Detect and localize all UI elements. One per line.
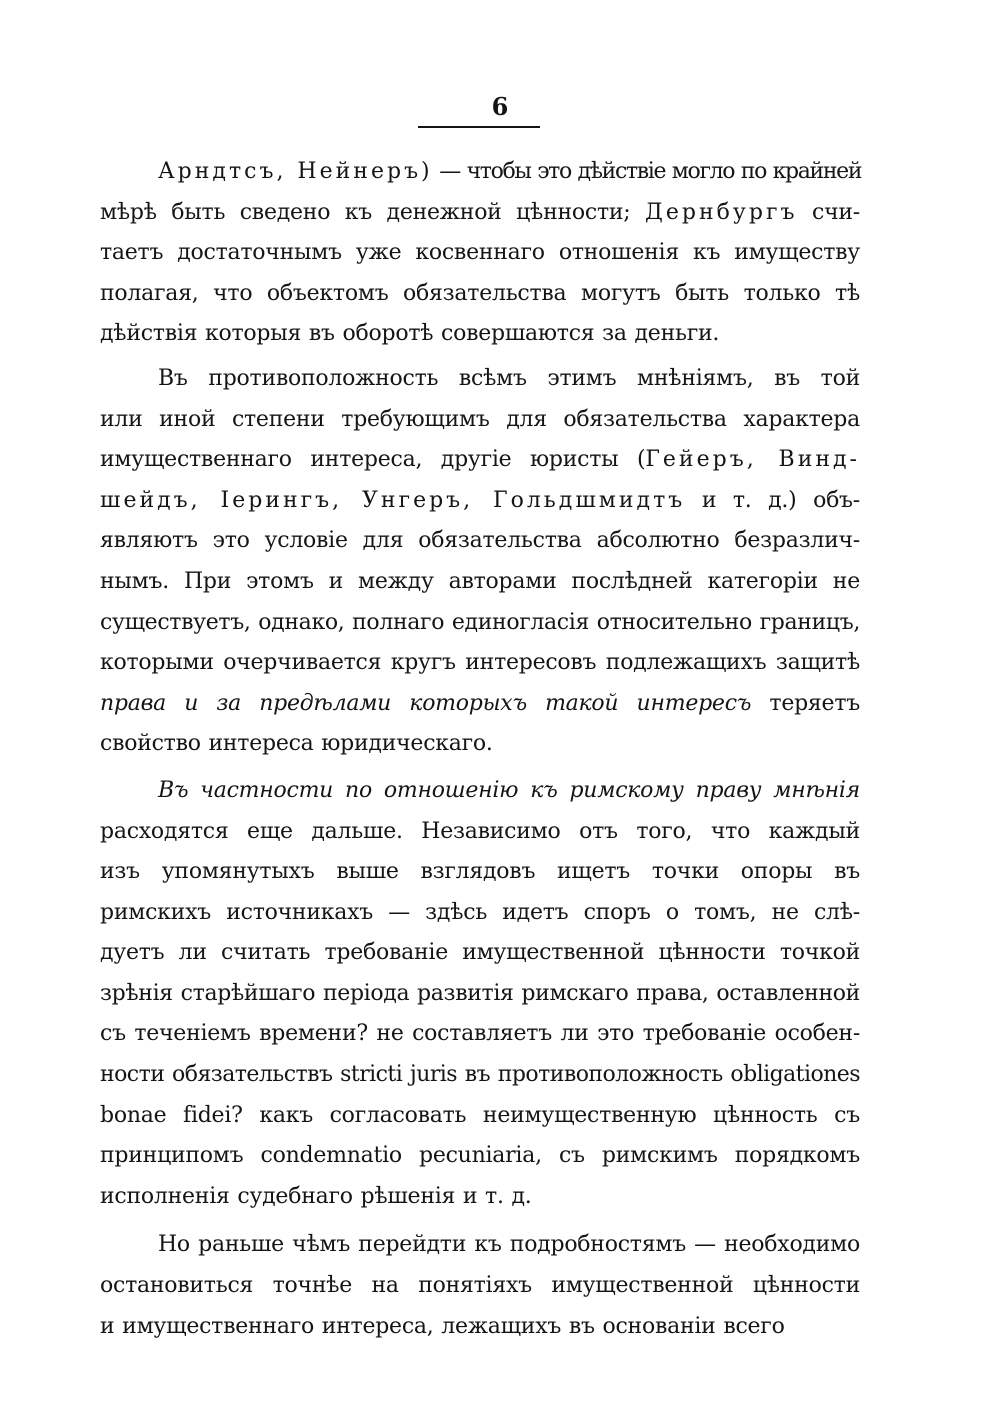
text-run: теряетъ [751,690,860,716]
text-line [100,440,860,481]
text-line [100,724,860,765]
text-line [100,893,860,934]
text-run: bonae fidei? какъ согласовать неимущественную цѣнность съ [100,1102,860,1128]
text-line [100,314,860,355]
spaced-name: Арндтсъ, Нейнеръ) [158,159,433,184]
paragraph [100,771,860,1218]
text-run: Въ противоположность всѣмъ этимъ мнѣніямъ, въ той [158,365,860,391]
text-run: — чтобы это дѣйствіе могло по крайней [432,159,862,184]
text-line [100,1177,860,1218]
text-run: Но раньше чѣмъ перейдти къ подробностямъ — необходимо [158,1232,860,1258]
text-line [100,812,860,853]
text-line [100,1136,860,1177]
text-line [100,852,860,893]
text-line [100,274,860,315]
text-run: римскихъ источникахъ — здѣсь идетъ споръ о томъ, не слѣ- [100,899,860,925]
text-line [100,521,860,562]
text-line [100,1096,860,1137]
text-line [100,400,860,441]
text-line [100,643,860,684]
spaced-name: Дернбургъ [645,199,798,225]
italic-phrase: права и за предѣлами которыхъ такой интересъ [100,690,752,716]
text-run: ности обязательствъ stricti juris въ противоположность obligationes [100,1062,860,1088]
text-run: принципомъ condemnatio pecuniaria, съ римскимъ порядкомъ [100,1143,860,1169]
text-run: зрѣнія старѣйшаго періода развитія римскаго права, оставленной [100,980,860,1006]
text-run: расходятся еще дальше. Независимо отъ того, что каждый [100,818,860,844]
text-run: исполненія судебнаго рѣшенія и т. д. [100,1183,532,1209]
spaced-name: шейдъ, Іерингъ, Унгеръ, Гольдшмидтъ [100,487,686,513]
text-line [100,771,860,812]
italic-phrase: Въ частности по отношенію къ римскому праву мнѣнія [158,777,860,803]
paragraph [100,1225,860,1347]
spaced-name: Гейеръ, Винд- [645,447,860,473]
text-run: и имущественнаго интереса, лежащихъ въ основаніи всего [100,1313,785,1339]
text-run: дуетъ ли считать требованіе имущественной цѣнности точкой [100,940,860,966]
text-run: остановиться точнѣе на понятіяхъ имущественной цѣнности [100,1273,860,1299]
body-text [100,152,860,1347]
header-rule [418,126,540,128]
text-line [100,359,860,400]
text-line [100,1055,860,1096]
text-line [100,1225,860,1266]
text-run: и т. д.) объ- [685,487,860,513]
page-number: 6 [491,92,509,121]
paragraph [100,359,860,765]
text-line [100,603,860,644]
paragraph [100,152,860,355]
text-line [100,193,860,234]
text-line [100,152,860,193]
text-run: изъ упомянутыхъ выше взглядовъ ищетъ точки опоры въ [100,859,860,885]
text-run: мѣрѣ быть сведено къ денежной цѣнности; [100,199,646,225]
text-run: съ теченіемъ времени? не составляетъ ли это требованіе особен- [100,1021,860,1047]
text-run: существуетъ, однако, полнаго единогласія относительно границъ, [100,609,860,635]
text-line [100,933,860,974]
text-line [100,481,860,522]
text-run: полагая, что объектомъ обязательства могутъ быть только тѣ [100,280,860,306]
text-line [100,233,860,274]
text-line [100,562,860,603]
text-run: нымъ. При этомъ и между авторами послѣдней категоріи не [100,568,860,594]
text-run: счи- [797,199,860,225]
text-line [100,1266,860,1307]
text-run: свойство интереса юридическаго. [100,731,493,757]
text-line [100,974,860,1015]
text-run: или иной степени требующимъ для обязательства характера [100,406,860,432]
text-line [100,1307,860,1348]
text-run: дѣйствія которыя въ оборотѣ совершаются за деньги. [100,321,720,347]
text-run: являютъ это условіе для обязательства абсолютно безразлич- [100,528,860,554]
text-line [100,1014,860,1055]
text-run: таетъ достаточнымъ уже косвеннаго отношенія къ имуществу [100,240,860,266]
text-line [100,684,860,725]
text-run: которыми очерчивается кругъ интересовъ подлежащихъ защитѣ [100,650,860,676]
text-run: имущественнаго интереса, другіе юристы ( [100,447,646,473]
